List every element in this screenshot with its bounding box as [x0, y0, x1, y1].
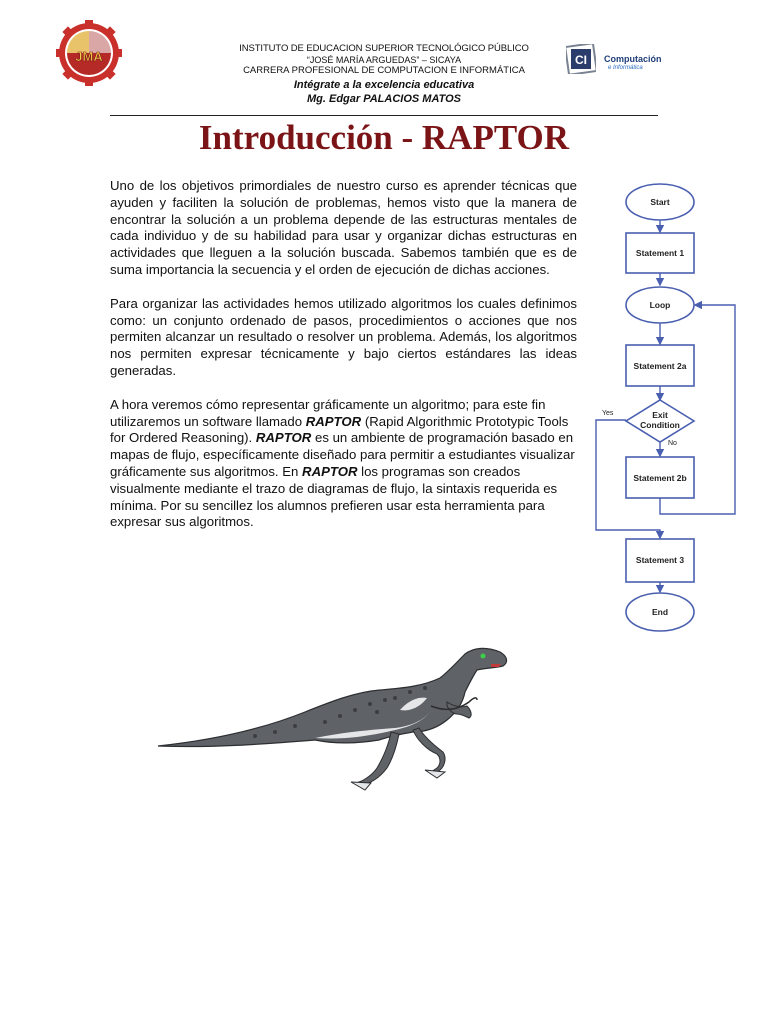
- flow-statement1-label: Statement 1: [635, 248, 685, 258]
- paragraph-3-part-c: es un ambiente de programación basado en mapas de flujo, específicamente diseñado para permitir a estudiantes visualizar gráficamente sus algoritmos. En: [110, 430, 575, 479]
- paragraph-2: Para organizar las actividades hemos utilizado algoritmos los cuales definimos como: un conjunto ordenado de pasos, procedimientos o acciones que nos permiten alcanzar un resultado o resolver un problema. Además, los algoritmos nos permiten expresar técnicamente y bajo ciertos estándares las ideas generadas.: [110, 295, 577, 378]
- motto: Intégrate a la excelencia educativa: [293, 79, 475, 91]
- ci-logo-line1: Computación: [604, 54, 662, 64]
- page-title: Introducción - RAPTOR: [198, 118, 570, 157]
- flow-start-label: Start: [650, 197, 670, 207]
- flow-loop-label: Loop: [649, 300, 671, 310]
- paragraph-3: [110, 397, 577, 531]
- flowchart-diagram: [590, 172, 750, 642]
- ci-logo-line2: e Informática: [608, 65, 643, 71]
- logo-left-text: JMA: [75, 49, 103, 64]
- institute-logo: [56, 20, 122, 86]
- raptor-keyword: RAPTOR: [305, 413, 362, 429]
- paragraph-3-part-a: A hora veremos cómo representar gráficamente un algoritmo; para este fin utilizaremos un software llamado: [110, 396, 546, 429]
- career-name: CARRERA PROFESIONAL DE COMPUTACION E INFORMÁTICA: [243, 65, 525, 76]
- paragraph-1: Uno de los objetivos primordiales de nuestro curso es aprender técnicas que ayuden y faciliten la solución de problemas, hemos visto que la manera de encontrar la solución a un problema depende de las estructuras mentales de cada individuo y de su habilidad para usar y organizar dichas estructuras en actividades que lleguen a la solución buscada. Sabemos también que es de suma importancia la secuencia y el orden de ejecución de dichas acciones.: [110, 178, 577, 277]
- flow-statement2b-label: Statement 2b: [633, 473, 687, 483]
- institute-name: INSTITUTO DE EDUCACION SUPERIOR TECNOLÓGICO PÚBLICO: [239, 43, 529, 54]
- flow-statement2a-label: Statement 2a: [633, 361, 687, 371]
- raptor-dinosaur-image: [155, 640, 515, 800]
- flow-no-label: No: [668, 440, 677, 447]
- flow-end-label: End: [651, 607, 669, 617]
- author-name: Mg. Edgar PALACIOS MATOS: [306, 93, 461, 105]
- raptor-keyword: RAPTOR: [255, 430, 312, 446]
- flow-condition-label: Condition: [640, 420, 680, 430]
- document-header: [180, 43, 588, 106]
- paragraph-3-part-d: los programas son creados visualmente mediante el trazo de diagramas de flujo, la sintaxis requerida es mínima. Por su sencillez los alumnos prefieren usar esta herramienta para expresar sus algoritmos.: [110, 463, 558, 530]
- flow-statement3-label: Statement 3: [635, 555, 685, 565]
- ci-logo-mark-text: CI: [575, 53, 587, 67]
- raptor-keyword: RAPTOR: [302, 463, 358, 479]
- institute-subtitle: “JOSÉ MARÍA ARGUEDAS” – SICAYA: [306, 55, 462, 65]
- body-text: [110, 178, 577, 548]
- flow-yes-label: Yes: [602, 410, 614, 417]
- flow-exit-label: Exit: [652, 410, 668, 420]
- paragraph-3-part-b: (Rapid Algorithmic Prototypic Tools for Ordered Reasoning).: [110, 413, 569, 446]
